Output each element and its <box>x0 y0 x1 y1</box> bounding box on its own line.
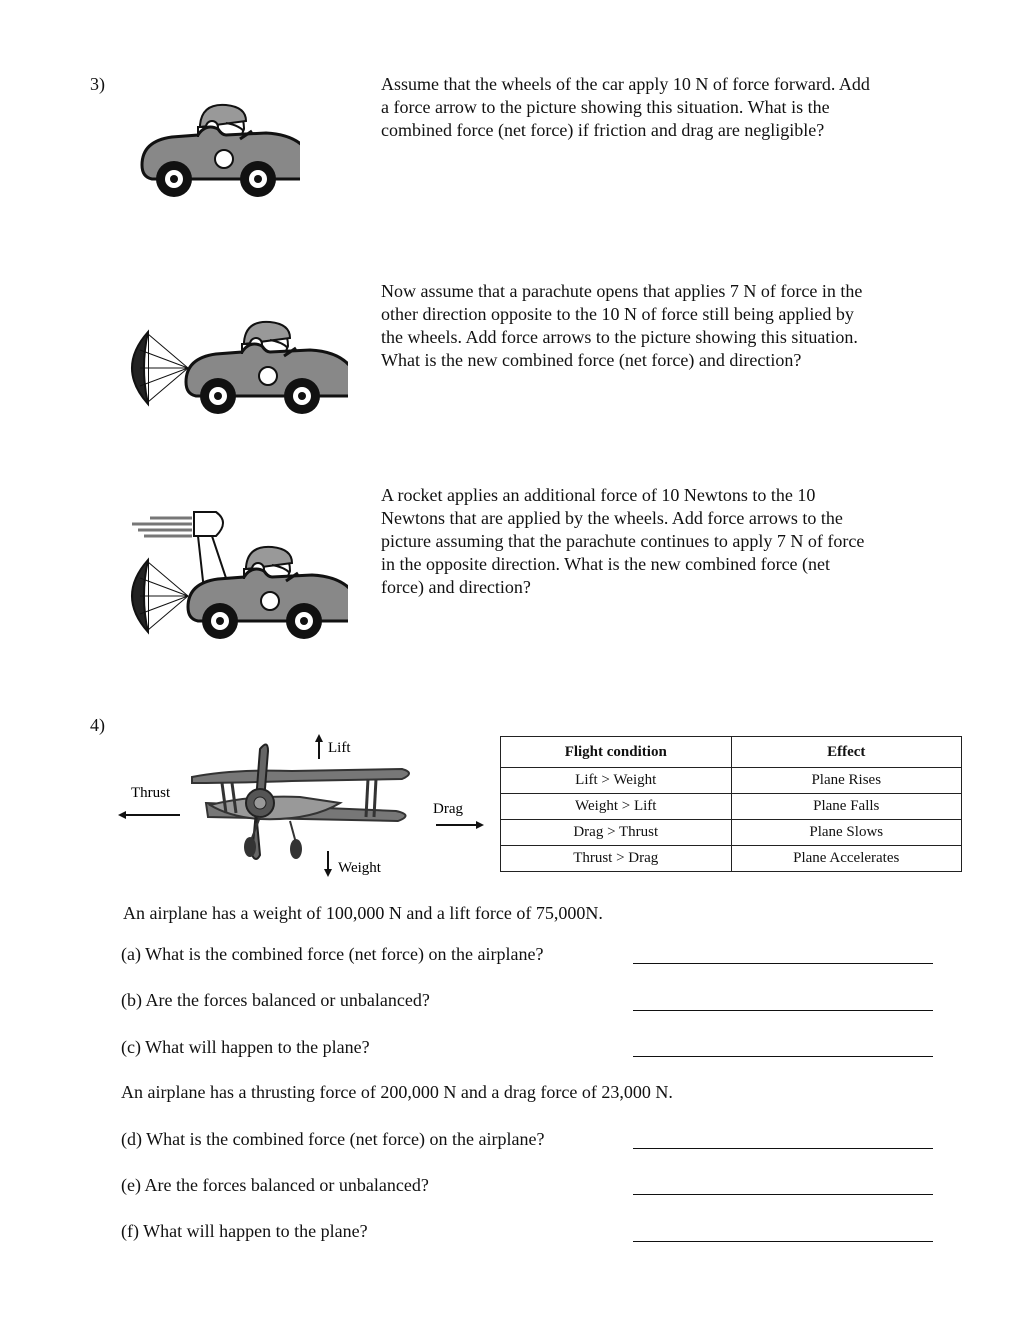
lift-label: Lift <box>328 740 351 756</box>
question-e: (e) Are the forces balanced or unbalanced? <box>121 1175 429 1195</box>
question-b: (b) Are the forces balanced or unbalanced? <box>121 990 430 1010</box>
table-row <box>501 820 962 846</box>
condition-cell: Weight > Lift <box>501 794 732 820</box>
weight-label: Weight <box>338 860 381 876</box>
car-with-parachute-image <box>118 320 348 420</box>
condition-cell: Lift > Weight <box>501 768 732 794</box>
condition-cell: Thrust > Drag <box>501 846 732 872</box>
table-row <box>501 768 962 794</box>
answer-blank-c[interactable] <box>633 1056 933 1057</box>
question-c: (c) What will happen to the plane? <box>121 1037 370 1057</box>
column-header-effect: Effect <box>731 737 962 768</box>
answer-blank-a[interactable] <box>633 963 933 964</box>
race-car-image <box>140 103 300 203</box>
answer-blank-b[interactable] <box>633 1010 933 1011</box>
car-with-rocket-and-parachute-image <box>118 510 348 645</box>
question-f: (f) What will happen to the plane? <box>121 1221 368 1241</box>
table-row <box>501 846 962 872</box>
table-row <box>501 794 962 820</box>
effect-cell: Plane Slows <box>731 820 962 846</box>
table-header-row <box>501 737 962 768</box>
question-3-number: 3) <box>90 74 105 94</box>
question-a: (a) What is the combined force (net force) on the airplane? <box>121 944 544 964</box>
drag-label: Drag <box>433 801 463 817</box>
answer-blank-f[interactable] <box>633 1241 933 1242</box>
condition-cell: Drag > Thrust <box>501 820 732 846</box>
airplane-intro-2: An airplane has a thrusting force of 200,000 N and a drag force of 23,000 N. <box>121 1082 673 1102</box>
airplane-forces-diagram <box>110 733 490 883</box>
question-3-part-1: Assume that the wheels of the car apply 10 N of force forward. Add a force arrow to the picture showing this situation. What is the combined force (net force) if friction and drag are negligible? <box>381 74 870 140</box>
thrust-label: Thrust <box>131 785 171 801</box>
question-4-number: 4) <box>90 715 105 735</box>
question-d: (d) What is the combined force (net force) on the airplane? <box>121 1129 545 1149</box>
question-3-part-2: Now assume that a parachute opens that applies 7 N of force in the other direction opposite to the 10 N of force still being applied by the wheels. Add force arrows to the picture showing this situation. What is the new combined force (net force) and direction? <box>381 281 863 370</box>
effect-cell: Plane Accelerates <box>731 846 962 872</box>
airplane-intro-1: An airplane has a weight of 100,000 N and a lift force of 75,000N. <box>123 903 603 923</box>
question-3-part-3: A rocket applies an additional force of 10 Newtons to the 10 Newtons that are applied by the wheels. Add force arrows to the picture assuming that the parachute continues to apply 7 N of force in the opposite direction. What is the new combined force (net force) and direction? <box>381 485 865 597</box>
answer-blank-e[interactable] <box>633 1194 933 1195</box>
biplane-icon <box>192 744 409 859</box>
effect-cell: Plane Rises <box>731 768 962 794</box>
flight-condition-table <box>500 736 962 872</box>
answer-blank-d[interactable] <box>633 1148 933 1149</box>
column-header-condition: Flight condition <box>501 737 732 768</box>
effect-cell: Plane Falls <box>731 794 962 820</box>
